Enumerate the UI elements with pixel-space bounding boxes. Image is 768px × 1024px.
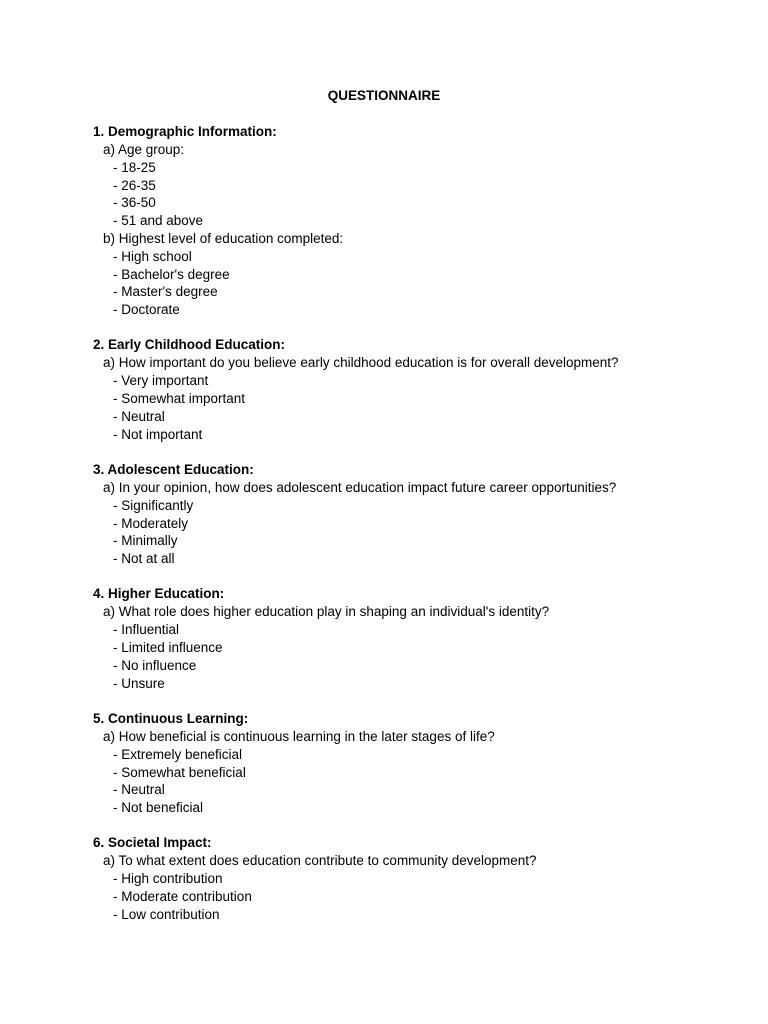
option-item: - Somewhat beneficial [113,764,246,780]
section-demographic-information [93,123,733,319]
question-adolescent-impact [93,479,733,568]
section-societal-impact [93,834,733,923]
option-list [103,248,733,319]
question-text: a) In your opinion, how does adolescent education impact future career opportunities? [103,479,617,495]
section-heading: 4. Higher Education: [93,586,225,602]
question-higher-education-role [93,603,733,692]
option-item: - Very important [113,373,209,389]
section-higher-education [93,585,733,692]
option-item: - Not beneficial [113,800,204,816]
question-text: a) To what extent does education contribute to community development? [103,853,537,869]
option-item: - Unsure [113,675,165,691]
question-text: a) How important do you believe early childhood education is for overall development? [103,355,619,371]
option-item: - No influence [113,657,197,673]
option-item: - 36-50 [113,195,156,211]
option-item: - 26-35 [113,177,156,193]
option-item: - Bachelor's degree [113,266,230,282]
section-heading: 3. Adolescent Education: [93,461,254,477]
option-item: - Master's degree [113,284,218,300]
document-title: QUESTIONNAIRE [327,88,441,103]
option-item: - Not important [113,426,203,442]
question-age-group [93,141,733,230]
question-community-contribution [93,852,733,923]
question-education-level [93,230,733,319]
question-text: a) Age group: [103,142,185,157]
option-item: - Influential [113,622,180,638]
option-item: - Limited influence [113,640,223,656]
option-item: - Neutral [113,782,165,798]
question-text: a) How beneficial is continuous learning in the later stages of life? [103,728,495,744]
section-heading: 1. Demographic Information: [93,124,277,139]
option-item: - Doctorate [113,302,180,318]
option-item: - Low contribution [113,906,220,922]
question-text: b) Highest level of education completed: [103,230,344,246]
option-item: - High contribution [113,871,223,887]
section-heading: 2. Early Childhood Education: [93,337,286,353]
option-item: - Extremely beneficial [113,746,243,762]
option-item: - Significantly [113,497,194,513]
option-list [103,159,733,230]
option-item: - High school [113,248,192,264]
question-continuous-learning-benefit [93,728,733,817]
section-early-childhood-education [93,336,733,443]
section-heading: 5. Continuous Learning: [93,710,249,726]
section-adolescent-education [93,461,733,568]
question-text: a) What role does higher education play in shaping an individual's identity? [103,604,550,620]
option-item: - Minimally [113,533,178,549]
option-item: - Not at all [113,551,175,567]
option-item: - Neutral [113,408,165,424]
option-item: - Somewhat important [113,391,246,407]
option-item: - 51 and above [113,213,204,229]
option-list [103,497,733,568]
option-item: - 18-25 [113,159,156,175]
question-early-childhood-importance [93,354,733,443]
option-list [103,621,733,692]
option-list [103,746,733,817]
option-list [103,372,733,443]
option-item: - Moderate contribution [113,889,252,904]
section-continuous-learning [93,710,733,817]
questionnaire-body [93,123,733,941]
option-item: - Moderately [113,515,189,531]
section-heading: 6. Societal Impact: [93,835,212,851]
option-list [103,870,733,923]
